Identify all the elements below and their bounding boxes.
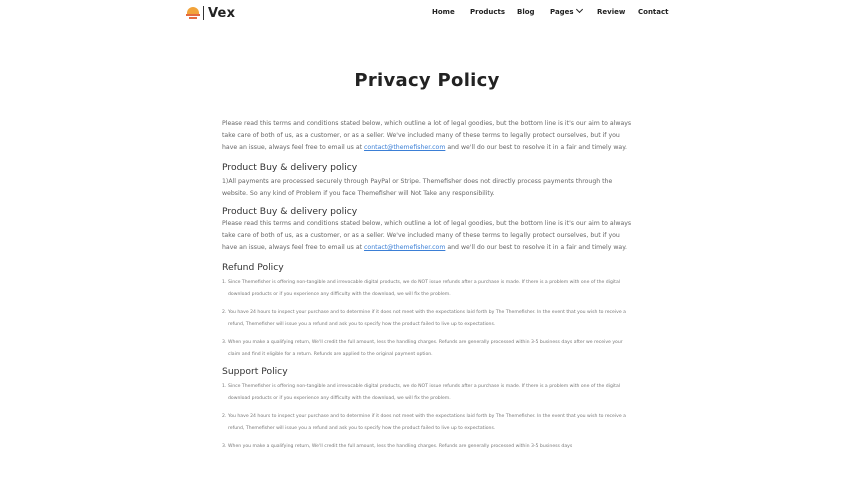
list-item	[222, 277, 632, 300]
intro-text-end: and we'll do our best to resolve it in a fair and timely way.	[445, 144, 627, 151]
buy-policy-paragraph-2	[222, 218, 632, 254]
support-policy-list	[222, 381, 632, 453]
list-text: You have 24 hours to inspect your purchase and to determine if it does not meet with the expectations laid forth by The Themefisher. In the event that you wish to receive a refund, Themefisher will issue you a refund and ask you to specify how the product failed to live up to expectations.	[228, 310, 626, 327]
intro-paragraph	[222, 118, 632, 154]
nav-contact[interactable]: Contact	[638, 8, 669, 16]
list-text: You have 24 hours to inspect your purchase and to determine if it does not meet with the expectations laid forth by The Themefisher. In the event that you wish to receive a refund, Themefisher will issue you a refund and ask you to specify how the product failed to live up to expectations.	[228, 414, 626, 431]
main-menu	[0, 5, 854, 21]
list-text: When you make a qualifying return, We'll credit the full amount, less the handling charges. Refunds are generally processed within 3-5 business days after we receive your claim and find it eligible for a return. Refunds are applied to the original payment option.	[228, 340, 623, 357]
list-number: 3.	[222, 340, 227, 345]
policy-content	[222, 118, 632, 453]
refund-policy-list	[222, 277, 632, 360]
list-item	[222, 381, 632, 404]
logo-text: Vex	[208, 5, 236, 21]
contact-email-link[interactable]: contact@themefisher.com	[364, 144, 446, 151]
intro-text: Please read this terms and conditions stated below, which outline a lot of legal goodies, but the bottom line is it's our aim to always take care of both of us, as a customer, or as a seller. We've included many of these terms to legally protect ourselves, but if you have an issue, always feel free to email us at	[222, 120, 632, 151]
top-navbar	[0, 0, 854, 26]
page-title: Privacy Policy	[354, 70, 500, 91]
buy2-text: Please read this terms and conditions stated below, which outline a lot of legal goodies, but the bottom line is it's our aim to always take care of both of us, as a customer, or as a seller. We've included many of these terms to legally protect ourselves, but if you have an issue, always feel free to email us at	[222, 220, 632, 251]
nav-home[interactable]: Home	[432, 8, 455, 16]
support-policy-heading: Support Policy	[222, 366, 288, 377]
buy-policy-heading: Product Buy & delivery policy	[222, 162, 358, 173]
nav-pages[interactable]	[550, 8, 582, 16]
list-text: When you make a qualifying return, We'll credit the full amount, less the handling charges. Refunds are generally processed within 3-5 business days	[228, 444, 573, 449]
list-text: Since Themefisher is offering non-tangible and irrevocable digital products, we do NOT issue refunds after a purchase is made. If there is a problem with one of the digital download products or if you experience any difficulty with the download, we will fix the problem.	[228, 280, 621, 297]
buy-policy-text: 1)All payments are processed securely through PayPal or Stripe. Themefisher does not directly process payments through the website. So any kind of Problem if you face Themefisher will Not Take any responsibility.	[222, 178, 613, 197]
list-number: 2.	[222, 414, 227, 419]
contact-email-link-2[interactable]: contact@themefisher.com	[364, 244, 446, 251]
nav-products[interactable]: Products	[470, 8, 506, 16]
list-number: 1.	[222, 280, 227, 285]
buy2-text-end: and we'll do our best to resolve it in a fair and timely way.	[445, 244, 627, 251]
nav-pages-label: Pages	[550, 8, 574, 16]
list-number: 2.	[222, 310, 227, 315]
list-item	[222, 411, 632, 434]
refund-policy-heading: Refund Policy	[222, 262, 284, 273]
list-number: 3.	[222, 444, 227, 449]
list-number: 1.	[222, 384, 227, 389]
nav-review[interactable]: Review	[597, 8, 626, 16]
list-item	[222, 307, 632, 330]
list-text: Since Themefisher is offering non-tangible and irrevocable digital products, we do NOT issue refunds after a purchase is made. If there is a problem with one of the digital download products or if you experience any difficulty with the download, we will fix the problem.	[228, 384, 621, 401]
chevron-down-icon	[576, 6, 583, 13]
buy-policy-heading-2: Product Buy & delivery policy	[222, 206, 358, 217]
nav-blog[interactable]: Blog	[517, 8, 535, 16]
list-item	[222, 441, 632, 453]
list-item	[222, 337, 632, 360]
